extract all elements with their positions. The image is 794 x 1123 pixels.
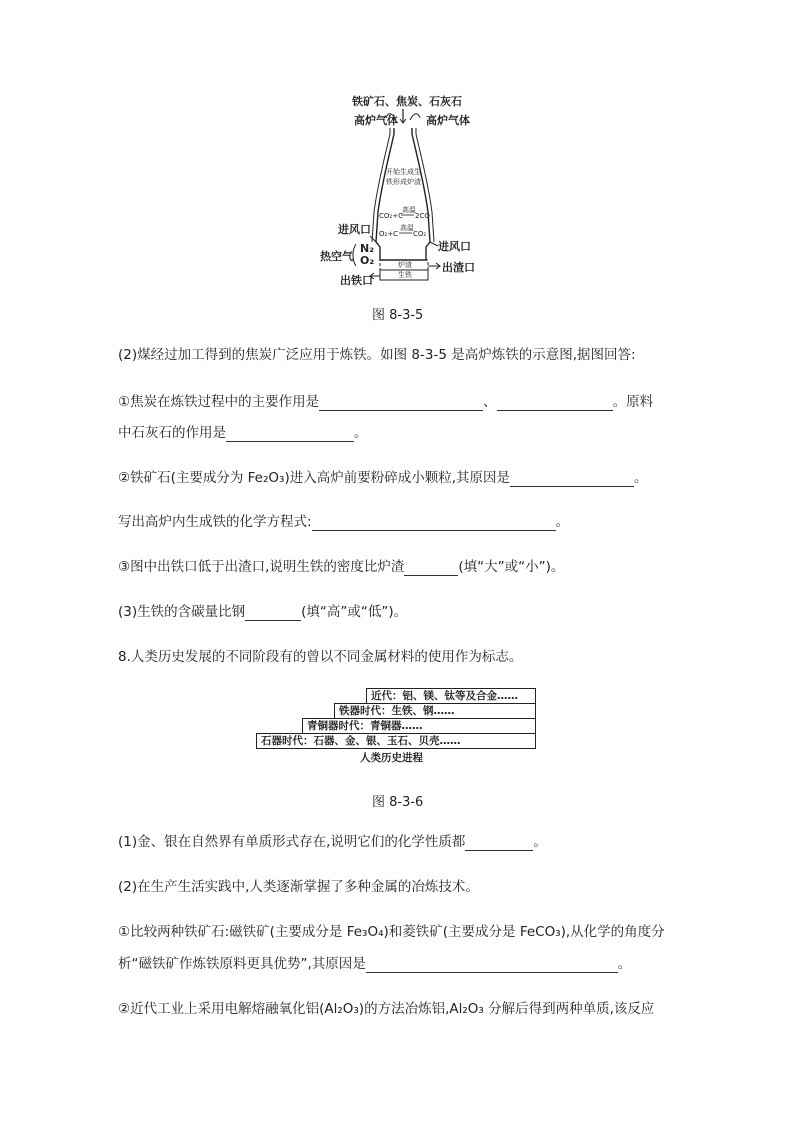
figure-caption-8-3-5: 图 8-3-5: [372, 308, 424, 323]
iron-outlet-label: 出铁口: [340, 274, 373, 287]
svg-text:生铁: 生铁: [398, 271, 412, 279]
question-2-1: ①焦炭在炼铁过程中的主要作用是 、 。原料: [118, 394, 654, 410]
reaction-2-right: CO₂: [413, 230, 427, 238]
furnace-inner-text-2: 铁形成炉渣: [386, 178, 421, 186]
furnace-inner-text-1: 开始生成生: [386, 168, 421, 176]
reaction-1-right: 2CO: [415, 212, 430, 220]
reaction-1-cond: 高温: [402, 206, 416, 214]
air-inlet-right-label: 进风口: [438, 240, 471, 253]
answer-blank[interactable]: [319, 396, 483, 411]
reaction-1-left: CO₂+C: [379, 212, 403, 220]
gas-left-label: 高炉气体: [354, 114, 398, 127]
answer-blank[interactable]: [366, 958, 618, 973]
question-2-3: ③图中出铁口低于出渣口,说明生铁的密度比炉渣 (填“大”或“小”)。: [118, 559, 565, 575]
question-2-equation: 写出高炉内生成铁的化学方程式: 。: [118, 514, 570, 530]
history-row-modern: 近代：铝、镁、钛等及合金……: [366, 688, 536, 704]
answer-blank[interactable]: [510, 472, 634, 487]
blast-furnace-diagram: [318, 92, 488, 288]
sub-question-2-1-cont: 析“磁铁矿作炼铁原料更具优势”,其原因是 。: [118, 956, 632, 972]
history-row-stone-age: 石器时代：石器、金、银、玉石、贝壳……: [256, 733, 536, 749]
question-8: 8.人类历史发展的不同阶段有的曾以不同金属材料的使用作为标志。: [118, 649, 523, 665]
gas-arrow-right: [410, 114, 420, 120]
furnace-top-label: 铁矿石、焦炭、石灰石: [352, 95, 462, 108]
history-row-iron-age: 铁器时代：生铁、钢……: [334, 703, 536, 719]
history-diagram: [256, 688, 538, 768]
sub-question-1: (1)金、银在自然界有单质形式存在,说明它们的化学性质都 。: [118, 834, 547, 850]
question-2-intro: (2)煤经过加工得到的焦炭广泛应用于炼铁。如图 8-3-5 是高炉炼铁的示意图,据图回答:: [118, 347, 636, 363]
answer-blank[interactable]: [226, 427, 354, 442]
sub-question-2-2: ②近代工业上采用电解熔融氧化铝(Al₂O₃)的方法冶炼铝,Al₂O₃ 分解后得到两种单质,该反应: [118, 1001, 655, 1017]
history-row-bronze-age: 青铜器时代：青铜器……: [302, 718, 536, 734]
figure-caption-8-3-6: 图 8-3-6: [372, 795, 424, 810]
question-2-2: ②铁矿石(主要成分为 Fe₂O₃)进入高炉前要粉碎成小颗粒,其原因是 。: [118, 470, 648, 486]
sub-question-2: (2)在生产生活实践中,人类逐渐掌握了多种金属的冶炼技术。: [118, 879, 479, 895]
answer-blank[interactable]: [465, 836, 533, 851]
reaction-2-left: O₂+C: [379, 230, 399, 238]
answer-blank[interactable]: [404, 561, 458, 576]
answer-blank[interactable]: [245, 606, 301, 621]
reaction-2-cond: 高温: [400, 224, 414, 232]
gas-right-label: 高炉气体: [426, 114, 470, 127]
furnace-body: [376, 128, 430, 260]
slag-outlet-label: 出渣口: [442, 261, 475, 274]
air-inlet-left-label: 进风口: [338, 223, 371, 236]
n2-label: N₂: [360, 242, 375, 255]
answer-blank[interactable]: [497, 396, 613, 411]
answer-blank[interactable]: [312, 516, 556, 531]
sub-question-2-1: ①比较两种铁矿石:磁铁矿(主要成分是 Fe₃O₄)和菱铁矿(主要成分是 FeCO₃),从化学的角度分: [118, 924, 665, 940]
hot-air-label: 热空气: [320, 250, 353, 263]
history-axis-label: 人类历史进程: [360, 752, 423, 764]
question-2-1-cont: 中石灰石的作用是 。: [118, 425, 368, 441]
svg-text:炉渣: 炉渣: [398, 261, 412, 269]
question-3: (3)生铁的含碳量比钢 (填“高”或“低”)。: [118, 604, 408, 620]
o2-label: O₂: [360, 254, 375, 267]
